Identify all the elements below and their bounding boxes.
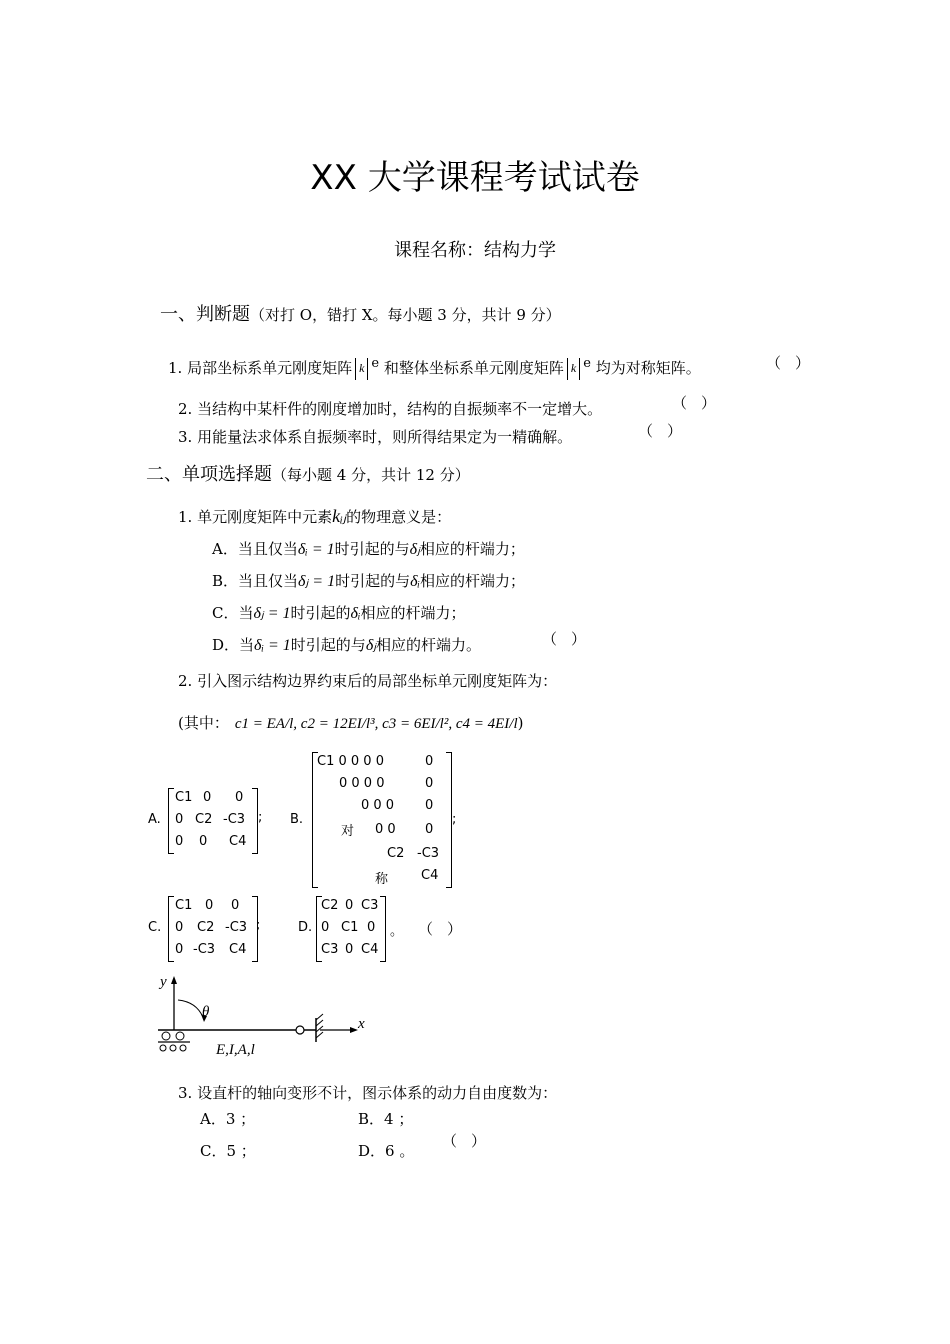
section2-heading <box>146 460 470 486</box>
matrix-cell: C4 <box>361 942 379 957</box>
s1-question-3: 3. 用能量法求体系自振频率时，则所得结果定为一精确解。 <box>178 428 573 446</box>
matrix-a <box>168 788 258 854</box>
s2q3-option-a[interactable]: A．3 ； <box>200 1110 256 1128</box>
matrix-cell: 对 <box>341 824 355 839</box>
section1-heading <box>160 300 561 326</box>
s2q1-option-c[interactable] <box>212 602 466 623</box>
x-axis-label: x <box>358 1016 365 1032</box>
matrix-cell: C3 <box>321 942 339 957</box>
answer-blank[interactable]: （） <box>638 422 697 440</box>
matrix-a-label[interactable]: A. <box>148 812 161 827</box>
matrix-cell: 0 0 0 <box>361 798 395 813</box>
s2q3-option-d[interactable]: D．6 。 <box>358 1142 415 1160</box>
separator: 。 <box>390 924 404 939</box>
opt-text: C．当 <box>212 604 254 622</box>
matrix-cell: 0 <box>175 812 184 827</box>
opt-text: 时引起的与 <box>290 636 366 654</box>
answer-blank[interactable]: （） <box>542 630 601 648</box>
separator: ; <box>256 918 261 933</box>
matrix-b-label[interactable]: B. <box>290 812 304 827</box>
hatch-line <box>316 1020 323 1026</box>
opt-text: 时引起的与 <box>335 572 411 590</box>
kij-symbol: kᵢⱼ <box>332 506 347 526</box>
delta-symbol: δⱼ = 1 <box>253 605 291 622</box>
section2-note: （每小题 4 分，共计 12 分） <box>272 466 470 484</box>
hatch-line <box>316 1014 323 1020</box>
local-stiffness-symbol: k <box>355 358 368 380</box>
matrix-cell: 0 <box>345 898 354 913</box>
matrix-cell: C4 <box>421 868 439 883</box>
matrix-cell: 0 <box>175 834 184 849</box>
s2q1-option-a[interactable] <box>212 538 525 559</box>
matrix-d-label[interactable]: D. <box>298 920 313 935</box>
s2q3-option-b[interactable]: B．4 ； <box>358 1110 414 1128</box>
theta-label: θ <box>202 1004 210 1020</box>
where-close: ) <box>517 714 524 732</box>
s2q1-option-b[interactable] <box>212 570 525 591</box>
opt-text: 时引起的 <box>290 604 351 622</box>
matrix-cell: C1 <box>341 920 359 935</box>
s1q1-text-a: 1. 局部坐标系单元刚度矩阵 <box>168 359 353 377</box>
course-name: 课程名称：结构力学 <box>394 240 556 261</box>
matrix-cell: C4 <box>229 834 247 849</box>
x-axis-arrow <box>350 1027 358 1033</box>
matrix-cell: C2 <box>197 920 215 935</box>
matrix-cell: 0 <box>425 822 434 837</box>
s2-question-3: 3. 设直杆的轴向变形不计，图示体系的动力自由度数为： <box>178 1084 558 1102</box>
s1-question-2: 2. 当结构中某杆件的刚度增加时，结构的自振频率不一定增大。 <box>178 400 603 418</box>
matrix-cell: C1 0 0 0 0 <box>317 754 384 769</box>
answer-blank[interactable]: （） <box>766 354 825 372</box>
matrix-b <box>312 752 452 888</box>
matrix-cell: 0 <box>425 754 434 769</box>
s1q1-text-c: 均为对称矩阵。 <box>595 359 701 377</box>
matrix-cell: -C3 <box>225 920 248 935</box>
y-axis-arrow <box>171 976 177 984</box>
matrix-cell: C4 <box>229 942 247 957</box>
matrix-cell: 称 <box>375 872 389 887</box>
matrix-cell: -C3 <box>417 846 440 861</box>
matrix-cell: C2 <box>195 812 213 827</box>
opt-text: 相应的杆端力。 <box>376 636 482 654</box>
answer-blank[interactable]: （） <box>418 920 477 938</box>
matrix-cell: 0 <box>205 898 214 913</box>
matrix-c <box>168 896 261 962</box>
separator: ; <box>258 810 263 825</box>
global-stiffness-symbol: k <box>567 358 580 380</box>
separator: ; <box>452 812 457 827</box>
matrix-cell: 0 <box>175 920 184 935</box>
matrix-cell: -C3 <box>193 942 216 957</box>
delta-symbol: δᵢ <box>350 605 361 622</box>
matrix-cell: C1 <box>175 790 193 805</box>
matrix-cell: C2 <box>321 898 339 913</box>
page-title: XX 大学课程考试试卷 <box>310 158 640 198</box>
matrix-cell: 0 <box>345 942 354 957</box>
opt-text: B．当且仅当 <box>212 572 299 590</box>
e-superscript: e <box>371 356 380 371</box>
delta-symbol: δⱼ = 1 <box>298 573 336 590</box>
roller-icon <box>176 1032 184 1040</box>
matrix-c-label[interactable]: C. <box>148 920 162 935</box>
roller-icon <box>162 1032 170 1040</box>
delta-symbol: δⱼ <box>365 637 377 654</box>
matrix-cell: C1 <box>175 898 193 913</box>
matrix-cell: 0 <box>175 942 184 957</box>
section1-title: 一、判断题 <box>160 304 250 325</box>
delta-symbol: δⱼ <box>409 541 420 558</box>
s2-question-1 <box>178 506 451 527</box>
s2q2-where <box>178 712 523 733</box>
matrix-cell: 0 <box>425 798 434 813</box>
matrix-cell: C3 <box>361 898 379 913</box>
opt-text: 时引起的与 <box>334 540 410 558</box>
matrix-d <box>316 896 386 962</box>
matrix-cell: 0 <box>235 790 244 805</box>
matrix-cell: 0 <box>425 776 434 791</box>
s1q1-text-b: 和整体坐标系单元刚度矩阵 <box>383 359 564 377</box>
matrix-cell: 0 <box>367 920 376 935</box>
delta-symbol: δᵢ = 1 <box>254 637 291 654</box>
matrix-cell: 0 <box>199 834 208 849</box>
delta-symbol: δᵢ = 1 <box>297 541 335 558</box>
ground-icon <box>170 1045 176 1051</box>
hinge-icon <box>296 1026 304 1034</box>
stiffness-formula: c1 = EA/l, c2 = 12EI/l³, c3 = 6EI/l², c4 = 4EI/l <box>234 716 518 732</box>
where-open: (其中： <box>178 714 229 732</box>
ground-icon <box>180 1045 186 1051</box>
opt-text: D．当 <box>212 636 255 654</box>
y-axis-label: y <box>160 974 167 990</box>
matrix-cell: -C3 <box>223 812 246 827</box>
opt-text: 相应的杆端力； <box>360 604 466 622</box>
delta-symbol: δᵢ <box>410 573 421 590</box>
s1-question-1 <box>168 356 701 380</box>
section1-note: （对打 O，错打 X。每小题 3 分，共计 9 分） <box>250 306 561 324</box>
opt-text: A．当且仅当 <box>212 540 298 558</box>
beam-structure-diagram <box>150 968 380 1064</box>
matrix-cell: 0 <box>203 790 212 805</box>
s2q1-option-d[interactable] <box>212 634 481 655</box>
matrix-cell: C2 <box>387 846 405 861</box>
e-superscript: e <box>583 356 591 371</box>
matrix-cell: 0 0 <box>375 822 396 837</box>
answer-blank[interactable]: （） <box>442 1132 501 1150</box>
beam-properties-label: E,I,A,l <box>216 1042 255 1058</box>
section2-title: 二、单项选择题 <box>146 464 272 485</box>
matrix-cell: 0 <box>231 898 240 913</box>
matrix-cell: 0 0 0 0 <box>339 776 385 791</box>
answer-blank[interactable]: （） <box>672 394 731 412</box>
opt-text: 相应的杆端力； <box>419 540 525 558</box>
s2q1-stem-a: 1. 单元刚度矩阵中元素 <box>178 508 333 526</box>
rotation-arc <box>178 1000 204 1020</box>
s2-question-2: 2. 引入图示结构边界约束后的局部坐标单元刚度矩阵为： <box>178 672 558 690</box>
opt-text: 相应的杆端力； <box>420 572 526 590</box>
hatch-line <box>316 1026 323 1032</box>
hatch-line <box>316 1032 323 1038</box>
ground-icon <box>160 1045 166 1051</box>
s2q1-stem-b: 的物理意义是： <box>346 508 452 526</box>
matrix-cell: 0 <box>321 920 330 935</box>
s2q3-option-c[interactable]: C．5 ； <box>200 1142 256 1160</box>
